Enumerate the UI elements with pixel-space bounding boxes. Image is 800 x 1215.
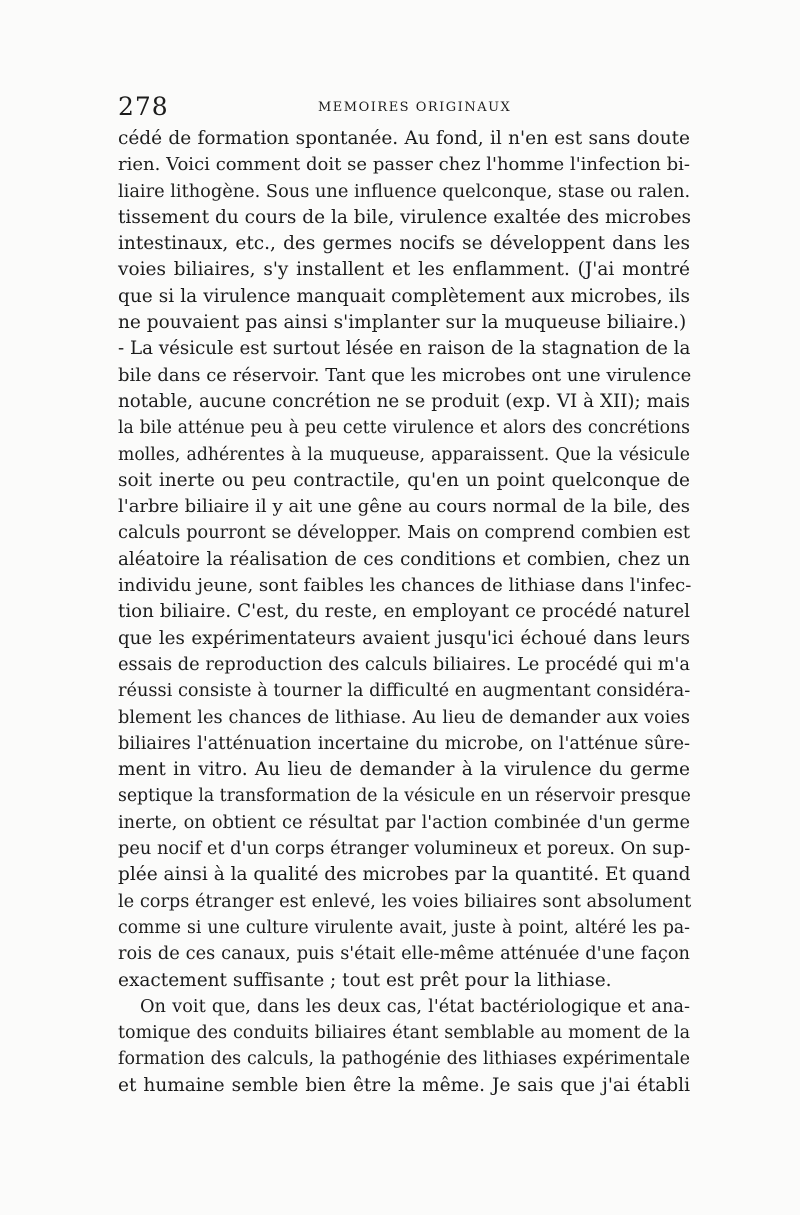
- text-line: peu nocif et d'un corps étranger volumineux et poreux. On sup-: [118, 839, 691, 860]
- text-line: liaire lithogène. Sous une influence quelconque, stase ou ralen.: [118, 181, 691, 202]
- text-line: notable, aucune concrétion ne se produit (exp. VI à XII); mais: [118, 390, 690, 412]
- text-line: réussi consiste à tourner la difficulté en augmentant considéra-: [118, 681, 691, 702]
- text-line: l'arbre biliaire il y ait une gêne au cours normal de la bile, des: [118, 496, 690, 518]
- text-line: que les expérimentateurs avaient jusqu'ici échoué dans leurs: [118, 627, 690, 649]
- text-line: cédé de formation spontanée. Au fond, il n'en est sans doute: [118, 128, 690, 149]
- text-line: formation des calculs, la pathogénie des lithiases expérimentale: [118, 1049, 690, 1070]
- body-text: [118, 126, 690, 1099]
- running-title: MEMOIRES ORIGINAUX: [318, 100, 512, 115]
- text-line: tomique des conduits biliaires étant semblable au moment de la: [118, 1023, 690, 1044]
- page-header: [118, 92, 690, 122]
- text-line: septique la transformation de la vésicule en un réservoir presque: [118, 786, 691, 807]
- text-line: bile dans ce réservoir. Tant que les microbes ont une virulence: [118, 364, 692, 386]
- text-line: soit inerte ou peu contractile, qu'en un point quelconque de: [118, 469, 690, 491]
- text-line: ment in vitro. Au lieu de demander à la virulence du germe: [118, 759, 690, 781]
- text-line: intestinaux, etc., des germes nocifs se développent dans les: [118, 233, 690, 255]
- page-number: 278: [118, 92, 169, 121]
- text-line: tion biliaire. C'est, du reste, en employant ce procédé naturel: [118, 601, 690, 623]
- text-line: tissement du cours de la bile, virulence exaltée des microbes: [118, 206, 692, 228]
- text-line: voies biliaires, s'y installent et les enflamment. (J'ai montré: [118, 259, 690, 281]
- text-line: plée ainsi à la qualité des microbes par la quantité. Et quand: [118, 864, 691, 886]
- text-line: ne pouvaient pas ainsi s'implanter sur la muqueuse biliaire.): [118, 312, 687, 334]
- text-line: On voit que, dans les deux cas, l'état bactériologique et ana-: [140, 996, 690, 1017]
- text-line: rois de ces canaux, puis s'était elle-même atténuée d'une façon: [118, 944, 690, 965]
- text-line: molles, adhérentes à la muqueuse, apparaissent. Que la vésicule: [118, 444, 690, 465]
- text-line: aléatoire la réalisation de ces conditions et combien, chez un: [118, 548, 690, 570]
- text-line: rien. Voici comment doit se passer chez l'homme l'infection bi-: [118, 154, 690, 176]
- text-line: inerte, on obtient ce résultat par l'action combinée d'un germe: [118, 812, 690, 833]
- text-line: que si la virulence manquait complètement aux microbes, ils: [118, 285, 690, 307]
- text-line: comme si une culture virulente avait, juste à point, altéré les pa-: [118, 917, 690, 938]
- text-line: individu jeune, sont faibles les chances de lithiase dans l'infec-: [118, 575, 692, 597]
- text-line: et humaine semble bien être la même. Je sais que j'ai établi: [118, 1074, 690, 1096]
- text-line: biliaires l'atténuation incertaine du microbe, on l'atténue sûre-: [118, 733, 690, 754]
- text-line: la bile atténue peu à peu cette virulence et alors des concrétions: [118, 418, 690, 439]
- text-line: calculs pourront se développer. Mais on comprend combien est: [118, 523, 690, 544]
- text-line: le corps étranger est enlevé, les voies biliaires sont absolument: [118, 891, 692, 912]
- text-line: exactement suffisante ; tout est prêt pour la lithiase.: [118, 969, 612, 991]
- text-line: essais de reproduction des calculs biliaires. Le procédé qui m'a: [118, 654, 690, 675]
- text-line: blement les chances de lithiase. Au lieu de demander aux voies: [118, 707, 690, 728]
- text-line: - La vésicule est surtout lésée en raison de la stagnation de la: [118, 338, 691, 360]
